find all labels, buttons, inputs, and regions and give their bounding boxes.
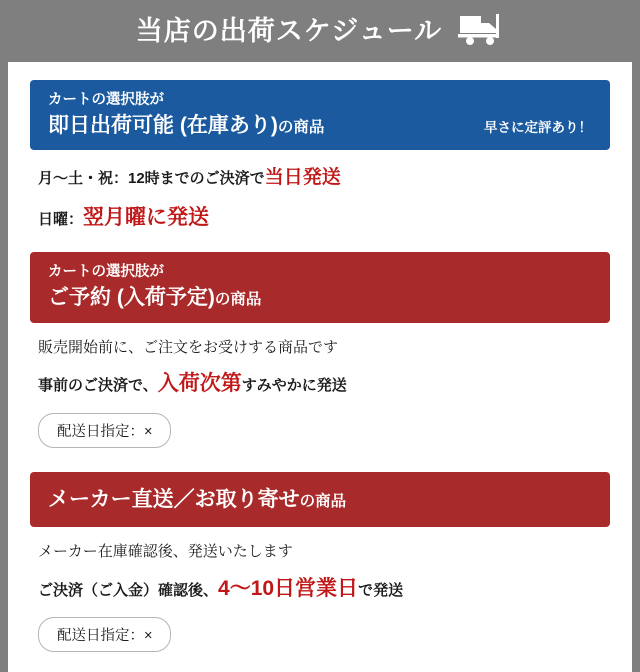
banner-note-in-stock: 早さに定評あり！: [484, 120, 592, 136]
detail-prefix: 販売開始前に、ご注文をお受けする商品です: [38, 338, 339, 356]
detail-line: [38, 164, 602, 193]
section-banner-in-stock: [30, 80, 610, 150]
content-card: [8, 62, 632, 672]
detail-emphasis: 入荷次第: [157, 372, 242, 396]
detail-prefix: 日曜：: [38, 210, 84, 228]
page-header: [0, 0, 640, 62]
section-details-in-stock: [30, 150, 610, 252]
delivery-truck-icon: [458, 12, 504, 51]
detail-emphasis: 4〜10日営業日: [218, 576, 359, 600]
section-banner-reservation: [30, 252, 610, 322]
banner-title-text: メーカー直送／お取り寄せ: [48, 487, 300, 511]
detail-emphasis: 翌月曜に発送: [83, 205, 210, 229]
banner-title-suffix: の商品: [214, 291, 262, 309]
section-details-reservation: [30, 323, 610, 458]
banner-title-suffix: の商品: [277, 119, 325, 137]
detail-suffix: すみやかに発送: [241, 377, 347, 395]
section-details-direct-shipping: [30, 527, 610, 662]
banner-title-text: ご予約 (入荷予定): [48, 286, 215, 310]
banner-texts: [48, 485, 592, 514]
detail-line: [38, 573, 602, 605]
banner-title-in-stock: [48, 111, 474, 140]
detail-suffix: で発送: [358, 581, 404, 599]
section-banner-direct-shipping: [30, 472, 610, 527]
detail-prefix: 月〜土・祝：12時までのご決済で: [38, 170, 265, 188]
detail-line: [38, 541, 602, 564]
page-title: 当店の出荷スケジュール: [135, 15, 443, 46]
delivery-date-badge: 配送日指定：×: [38, 617, 171, 652]
detail-line: [38, 337, 602, 360]
detail-line: [38, 368, 602, 400]
banner-lead-in-stock: カートの選択肢が: [48, 92, 164, 108]
banner-title-reservation: [48, 283, 592, 312]
banner-texts: [48, 90, 474, 140]
banner-title-text: 即日出荷可能 (在庫あり): [48, 114, 278, 138]
detail-emphasis: 当日発送: [264, 167, 341, 189]
banner-title-suffix: の商品: [299, 492, 347, 510]
detail-line: [38, 202, 602, 234]
detail-prefix: 事前のご決済で、: [38, 377, 158, 395]
banner-texts: [48, 262, 592, 312]
banner-lead-reservation: カートの選択肢が: [48, 264, 164, 281]
detail-prefix: ご決済（ご入金）確認後、: [38, 581, 219, 599]
delivery-date-badge: 配送日指定：×: [38, 413, 171, 448]
detail-prefix: メーカー在庫確認後、発送いたします: [38, 543, 293, 561]
banner-title-direct-shipping: [48, 485, 592, 514]
